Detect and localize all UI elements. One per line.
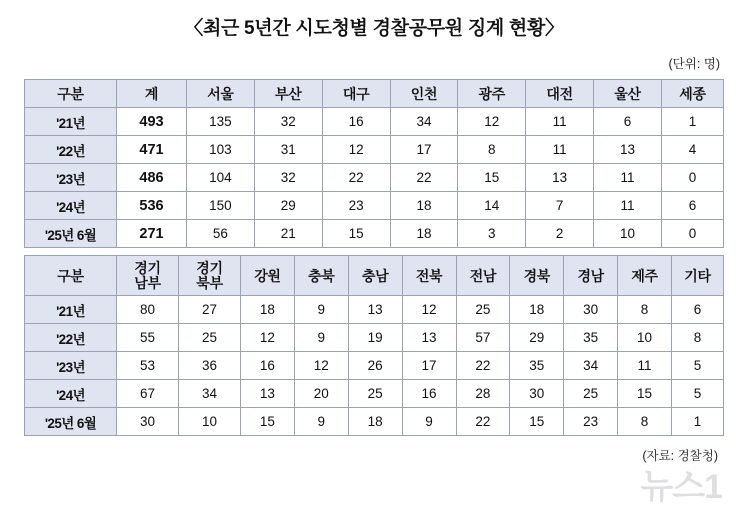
cell-total: 471: [117, 136, 187, 164]
cell-seoul: 150: [187, 192, 255, 220]
table-row: [25, 408, 724, 436]
cell-jeonbuk: 13: [402, 324, 456, 352]
table-row: [25, 108, 724, 136]
cell-etc: 8: [672, 324, 724, 352]
cell-jeju: 8: [618, 408, 672, 436]
cell-chungbuk: 9: [294, 296, 348, 324]
unit-note: (단위: 명): [668, 57, 720, 71]
cell-gwangju: 14: [458, 192, 526, 220]
cell-sejong: 0: [662, 220, 724, 248]
cell-jeju: 8: [618, 296, 672, 324]
cell-daegu: 15: [322, 220, 390, 248]
column-header-chungbuk: 충북: [294, 256, 348, 296]
cell-daejeon: 11: [526, 136, 594, 164]
cell-total: 486: [117, 164, 187, 192]
cell-incheon: 22: [390, 164, 458, 192]
column-header-etc: 기타: [672, 256, 724, 296]
cell-gyeonggi-south: 53: [117, 352, 179, 380]
cell-sejong: 6: [662, 192, 724, 220]
column-header-gyeonggi-south: [117, 256, 179, 296]
cell-ulsan: 11: [594, 192, 662, 220]
cell-etc: 5: [672, 352, 724, 380]
row-label: '24년: [25, 192, 117, 220]
cell-gyeongnam: 35: [564, 324, 618, 352]
row-label: '24년: [25, 380, 117, 408]
column-header-seoul: 서울: [187, 80, 255, 108]
cell-gyeongbuk: 35: [510, 352, 564, 380]
column-header-incheon: 인천: [390, 80, 458, 108]
document-page: [0, 13, 748, 518]
row-label: '22년: [25, 136, 117, 164]
page-title: 〈최근 5년간 시도청별 경찰공무원 징계 현황〉: [184, 18, 564, 39]
discipline-table-metropolitan-part1: [24, 79, 724, 248]
cell-daejeon: 11: [526, 108, 594, 136]
cell-total: 271: [117, 220, 187, 248]
cell-chungnam: 19: [348, 324, 402, 352]
column-header-category: 구분: [25, 256, 117, 296]
cell-ulsan: 6: [594, 108, 662, 136]
cell-gyeonggi-south: 80: [117, 296, 179, 324]
column-header-chungnam: 충남: [348, 256, 402, 296]
table-row: [25, 220, 724, 248]
cell-chungbuk: 12: [294, 352, 348, 380]
column-header-gyeonggi-north: [179, 256, 241, 296]
cell-ulsan: 10: [594, 220, 662, 248]
cell-incheon: 34: [390, 108, 458, 136]
column-header-jeonbuk: 전북: [402, 256, 456, 296]
row-label: '25년 6월: [25, 408, 117, 436]
row-label: '23년: [25, 352, 117, 380]
column-header-busan: 부산: [254, 80, 322, 108]
cell-gyeongnam: 25: [564, 380, 618, 408]
cell-sejong: 4: [662, 136, 724, 164]
cell-jeju: 10: [618, 324, 672, 352]
cell-gyeonggi-south: 55: [117, 324, 179, 352]
cell-chungbuk: 9: [294, 408, 348, 436]
cell-jeju: 11: [618, 352, 672, 380]
column-header-jeonnam: 전남: [456, 256, 510, 296]
table-row: [25, 164, 724, 192]
cell-gyeonggi-north: 34: [179, 380, 241, 408]
cell-incheon: 18: [390, 220, 458, 248]
cell-jeonnam: 28: [456, 380, 510, 408]
cell-etc: 5: [672, 380, 724, 408]
column-header-daegu: 대구: [322, 80, 390, 108]
cell-gyeongbuk: 15: [510, 408, 564, 436]
cell-chungbuk: 9: [294, 324, 348, 352]
cell-incheon: 18: [390, 192, 458, 220]
column-header-jeju: 제주: [618, 256, 672, 296]
cell-gwangju: 3: [458, 220, 526, 248]
cell-gyeonggi-north: 27: [179, 296, 241, 324]
row-label: '21년: [25, 296, 117, 324]
cell-gyeongbuk: 18: [510, 296, 564, 324]
cell-jeonbuk: 12: [402, 296, 456, 324]
cell-busan: 32: [254, 164, 322, 192]
cell-chungbuk: 20: [294, 380, 348, 408]
column-header-gangwon: 강원: [241, 256, 295, 296]
column-header-line: 북부: [196, 274, 223, 291]
column-header-sejong: 세종: [662, 80, 724, 108]
column-header-line: 경기: [134, 259, 161, 276]
table-row: [25, 352, 724, 380]
cell-daegu: 12: [322, 136, 390, 164]
row-label: '23년: [25, 164, 117, 192]
cell-gyeongnam: 23: [564, 408, 618, 436]
cell-seoul: 56: [187, 220, 255, 248]
source-note: (자료: 경찰청): [642, 449, 718, 463]
cell-jeonnam: 57: [456, 324, 510, 352]
cell-seoul: 135: [187, 108, 255, 136]
cell-sejong: 1: [662, 108, 724, 136]
cell-jeonbuk: 17: [402, 352, 456, 380]
table-row: [25, 324, 724, 352]
cell-chungnam: 25: [348, 380, 402, 408]
row-label: '22년: [25, 324, 117, 352]
cell-gyeonggi-north: 10: [179, 408, 241, 436]
cell-gangwon: 12: [241, 324, 295, 352]
cell-busan: 29: [254, 192, 322, 220]
cell-total: 536: [117, 192, 187, 220]
cell-busan: 32: [254, 108, 322, 136]
table-header-row: [25, 80, 724, 108]
column-header-ulsan: 울산: [594, 80, 662, 108]
cell-etc: 6: [672, 296, 724, 324]
cell-gyeonggi-north: 36: [179, 352, 241, 380]
table-row: [25, 192, 724, 220]
cell-etc: 1: [672, 408, 724, 436]
cell-total: 493: [117, 108, 187, 136]
cell-jeonnam: 22: [456, 408, 510, 436]
cell-gangwon: 15: [241, 408, 295, 436]
cell-daegu: 16: [322, 108, 390, 136]
cell-daejeon: 2: [526, 220, 594, 248]
cell-jeonnam: 22: [456, 352, 510, 380]
cell-gyeongbuk: 30: [510, 380, 564, 408]
cell-jeju: 15: [618, 380, 672, 408]
column-header-gwangju: 광주: [458, 80, 526, 108]
cell-jeonbuk: 9: [402, 408, 456, 436]
cell-ulsan: 13: [594, 136, 662, 164]
cell-gwangju: 12: [458, 108, 526, 136]
cell-gyeonggi-south: 67: [117, 380, 179, 408]
cell-daejeon: 13: [526, 164, 594, 192]
cell-chungnam: 13: [348, 296, 402, 324]
cell-gyeonggi-north: 25: [179, 324, 241, 352]
column-header-category: 구분: [25, 80, 117, 108]
cell-busan: 31: [254, 136, 322, 164]
cell-busan: 21: [254, 220, 322, 248]
cell-daegu: 22: [322, 164, 390, 192]
cell-seoul: 103: [187, 136, 255, 164]
table-row: [25, 296, 724, 324]
cell-ulsan: 11: [594, 164, 662, 192]
cell-gyeongnam: 30: [564, 296, 618, 324]
cell-sejong: 0: [662, 164, 724, 192]
cell-gyeongbuk: 29: [510, 324, 564, 352]
column-header-line: 남부: [134, 274, 161, 291]
row-label: '25년 6월: [25, 220, 117, 248]
column-header-line: 경기: [196, 259, 223, 276]
table-header-row: [25, 256, 724, 296]
row-label: '21년: [25, 108, 117, 136]
cell-jeonnam: 25: [456, 296, 510, 324]
cell-jeonbuk: 16: [402, 380, 456, 408]
cell-daejeon: 7: [526, 192, 594, 220]
column-header-gyeongnam: 경남: [564, 256, 618, 296]
cell-gangwon: 16: [241, 352, 295, 380]
cell-daegu: 23: [322, 192, 390, 220]
cell-chungnam: 26: [348, 352, 402, 380]
column-header-total: 계: [117, 80, 187, 108]
news-watermark: 뉴스1: [640, 468, 722, 506]
cell-gangwon: 18: [241, 296, 295, 324]
table-row: [25, 380, 724, 408]
cell-gyeongnam: 34: [564, 352, 618, 380]
column-header-daejeon: 대전: [526, 80, 594, 108]
cell-incheon: 17: [390, 136, 458, 164]
cell-seoul: 104: [187, 164, 255, 192]
cell-gangwon: 13: [241, 380, 295, 408]
cell-gwangju: 8: [458, 136, 526, 164]
cell-gyeonggi-south: 30: [117, 408, 179, 436]
column-header-gyeongbuk: 경북: [510, 256, 564, 296]
table-row: [25, 136, 724, 164]
discipline-table-provincial-part2: [24, 255, 724, 436]
cell-chungnam: 18: [348, 408, 402, 436]
cell-gwangju: 15: [458, 164, 526, 192]
